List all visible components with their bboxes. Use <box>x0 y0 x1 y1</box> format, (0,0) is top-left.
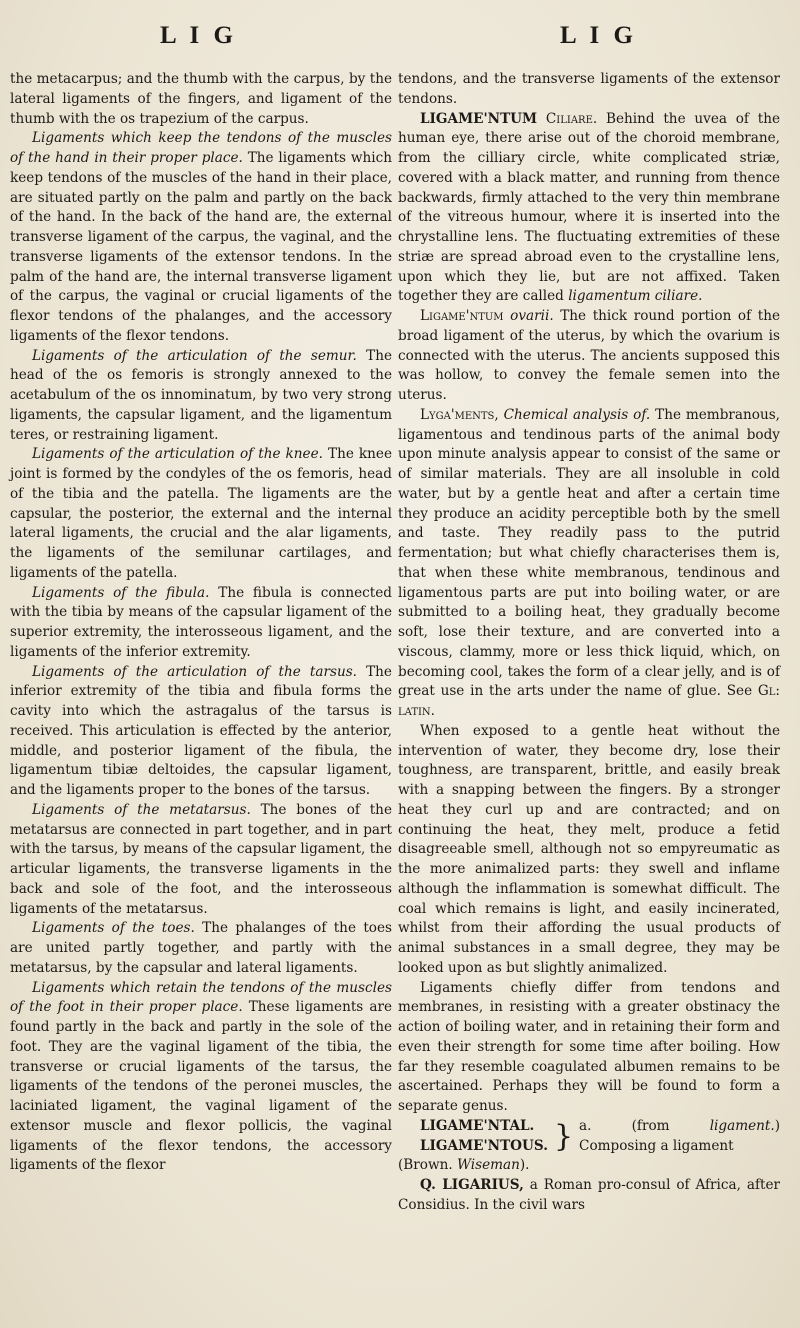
entry-paragraph: Ligaments of the fibula. The fibula is connected with the tibia by means of the capsular ligament of the superior extremity, the interosseous ligament, and the ligaments of the inferior extremity. <box>10 584 392 660</box>
running-head-right: L I G <box>560 22 637 49</box>
entry-ligamentum-ciliare: LIGAME'NTUM Ciliare. Behind the uvea of the human eye, there arise out of the choroid membrane, from the cilliary circle, white complicated striæ, covered with a black matter, and running from thence backwards, firmly attached to the very thin membrane of the vitreous humour, where it is inserted into the chrystalline lens. The fluctuating extremities of these striæ are spread abroad even to the crystalline lens, upon which they lie, but are not affixed. Taken together they are called ligamentum ciliare. <box>398 110 780 305</box>
headword: LIGAME'NTAL. <box>420 1117 535 1134</box>
entry-heading: Ligaments of the articulation of the tarsus. <box>32 663 357 680</box>
entry-paragraph: Ligaments of the articulation of the knee. The knee joint is formed by the condyles of the os femoris, head of the tibia and the patella. The ligaments are the capsular, the posterior, the external and the internal lateral ligaments, the crucial and the alar ligaments, the ligaments of the semilunar cartilages, and ligaments of the patella. <box>10 446 393 581</box>
headword: LIGAME'NTOUS. <box>420 1137 548 1154</box>
entry-paragraph: the metacarpus; and the thumb with the carpus, by the lateral ligaments of the fingers, and ligament of the thumb with the os trapezium of the carpus. <box>10 71 392 127</box>
entry-paragraph: Ligaments of the toes. The phalanges of the toes are united partly together, and partly with the metatarsus, by the capsular and lateral ligaments. <box>10 920 392 976</box>
brace-glyph: } <box>553 1118 574 1154</box>
headword: Lyga'ments, <box>420 406 499 423</box>
entry-heading: Ligaments which retain the tendons of the muscles of the foot in their proper place. <box>10 979 392 1016</box>
entry-ligamental: LIGAME'NTAL. LIGAME'NTOUS. } a. (from ligament.) Composing a ligament (Brown. Wiseman). <box>398 1117 780 1174</box>
entry-paragraph: When exposed to a gentle heat without the intervention of water, they become dry, lose their toughness, are transparent, brittle, and easily break with a snapping between the fingers. By a stronger heat they curl up and are contracted; and on continuing the heat, they melt, produce a fetid disagreeable smell, although not so empyreumatic as the more animalized parts: they swell and inflame although the inflammation is somewhat difficult. The coal which remains is light, and easily incinerated, whilst from their affording the usual products of animal substances in a small degree, they may be looked upon as but slightly animalized. <box>398 722 780 976</box>
entry-paragraph: Ligaments which retain the tendons of the muscles of the foot in their proper place. These ligaments are found partly in the back and partly in the sole of the foot. They are the vaginal ligament of the tibia, the transverse or crucial ligaments of the tarsus, the ligaments of the tendons of the peronei muscles, the laciniated ligament, the vaginal ligament of the extensor muscle and flexor pollicis, the vaginal ligaments of the flexor tendons, the accessory ligaments of the flexor <box>10 979 392 1174</box>
entry-ligamentum-ovarii: Ligame'ntum ovarii. The thick round portion of the broad ligament of the uterus, by which the ovarium is connected with the uterus. The ancients supposed this was hollow, to convey the female semen into the uterus. <box>398 308 780 403</box>
entry-heading: Ligaments of the metatarsus. <box>32 801 251 818</box>
entry-ligarius: Q. LIGARIUS, a Roman pro-consul of Africa, after Considius. In the civil wars <box>398 1177 780 1213</box>
right-column <box>398 70 780 1216</box>
headword: Ligame'ntum <box>420 308 504 324</box>
running-head-left: L I G <box>160 22 237 49</box>
entry-paragraph: Ligaments of the articulation of the semur. The head of the os femoris is strongly annexed to the acetabulum of the os innominatum, by two very strong ligaments, the capsular ligament, and the ligamentum teres, or restraining ligament. <box>10 347 392 443</box>
headword: LIGAME'NTUM <box>420 110 538 127</box>
entry-heading: Ligaments which keep the tendons of the muscles of the hand in their proper place. <box>10 130 392 166</box>
entry-paragraph: Ligaments which keep the tendons of the muscles of the hand in their proper place. The ligaments which keep tendons of the muscles of the hand in their place, are situated partly on the palm and partly on the back of the hand. In the back of the hand are, the external transverse ligament of the carpus, the vaginal, and the transverse ligaments of the extensor tendons. In the palm of the hand are, the internal transverse ligament of the carpus, the vaginal or crucial ligaments of the flexor tendons of the phalanges, and the accessory ligaments of the flexor tendons. <box>10 130 392 344</box>
left-column <box>10 70 392 1176</box>
entry-ligaments-chemical: Lyga'ments, Chemical analysis of. The membranous, ligamentous and tendinous parts of the animal body upon minute analysis appear to consist of the same or of similar materials. They are all insoluble in cold water, but by a gentle heat and after a certain time they produce an acidity perceptible both by the smell and taste. They readily pass to the putrid fermentation; but what chiefly characterises them is, that when these white membranous, tendinous and ligamentous parts are put into boiling water, or are submitted to a boiling heat, they gradually become soft, lose their texture, and are converted into a viscous, clammy, more or less thick liquid, which, on becoming cool, takes the form of a clear jelly, and is of great use in the arts under the name of glue. See Gl: latin. <box>398 406 780 719</box>
entry-heading: Ligaments of the articulation of the semur. <box>32 347 357 364</box>
entry-heading: Ligaments of the articulation of the knee. <box>32 446 323 463</box>
entry-heading: Ligaments of the toes. <box>32 920 195 937</box>
entry-paragraph: Ligaments of the metatarsus. The bones of the metatarsus are connected in part together, and in part with the tarsus, by means of the capsular ligament, the articular ligaments, the transverse ligaments in the back and sole of the foot, and the interosseous ligaments of the metatarsus. <box>10 801 392 917</box>
entry-paragraph: Ligaments of the articulation of the tarsus. The inferior extremity of the tibia and fibula forms the cavity into which the astragalus of the tarsus is received. This articulation is effected by the anterior, middle, and posterior ligament of the fibula, the ligamentum tibiæ deltoides, the capsular ligament, and the ligaments proper to the bones of the tarsus. <box>10 663 392 798</box>
headword: Q. LIGARIUS, <box>420 1177 524 1193</box>
entry-heading: Ligaments of the fibula. <box>32 584 210 601</box>
entry-paragraph: tendons, and the transverse ligaments of the extensor tendons. <box>398 71 780 107</box>
entry-paragraph: Ligaments chiefly differ from tendons and membranes, in resisting with a greater obstinacy the action of boiling water, and in retaining their form and even their strength for some time after boiling. How far they resemble coagulated albumen remains to be ascertained. Perhaps they will be found to form a separate genus. <box>398 979 780 1114</box>
